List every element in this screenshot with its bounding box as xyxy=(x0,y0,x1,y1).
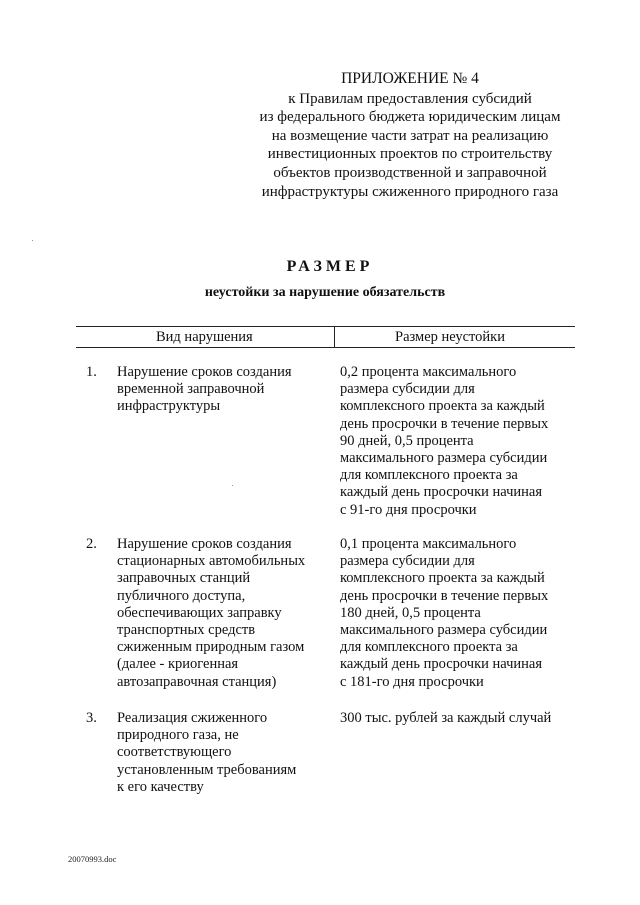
penalty-line: 0,2 процента максимального xyxy=(340,364,517,380)
penalty-line: 90 дней, 0,5 процента xyxy=(340,432,474,449)
penalty-line: размера субсидии для xyxy=(340,381,475,398)
table-header xyxy=(76,326,575,348)
row-number: 2. xyxy=(86,536,97,552)
violation-line: к его качеству xyxy=(117,778,204,795)
violation-cell xyxy=(117,710,327,796)
penalty-line: комплексного проекта за каждый xyxy=(340,570,545,587)
penalty-line: день просрочки в течение первых xyxy=(340,587,549,604)
penalty-line: день просрочки в течение первых xyxy=(340,415,549,432)
violation-line: заправочных станций xyxy=(117,570,251,587)
violation-line: обеспечивающих заправку xyxy=(117,604,282,621)
violation-cell xyxy=(117,536,327,691)
penalty-line: каждый день просрочки начиная xyxy=(340,484,543,501)
penalty-line: размера субсидии для xyxy=(340,553,475,570)
row-number: 3. xyxy=(86,710,97,726)
appendix-line: инвестиционных проектов по строительству xyxy=(267,146,553,163)
appendix-line: из федерального бюджета юридическим лицам xyxy=(259,109,561,126)
penalty-cell xyxy=(340,710,580,727)
penalty-cell xyxy=(340,364,580,519)
violation-line: автозаправочная станция) xyxy=(117,673,277,690)
violation-line: Нарушение сроков создания xyxy=(117,364,292,380)
penalty-line: максимального размера субсидии xyxy=(340,622,548,639)
violation-line: сжиженным природным газом xyxy=(117,639,305,656)
appendix-line: инфраструктуры сжиженного природного газа xyxy=(261,183,559,200)
penalty-line: для комплексного проекта за xyxy=(340,639,518,656)
document-title: РАЗМЕР xyxy=(286,258,374,275)
violation-line: установленным требованиям xyxy=(117,761,297,778)
penalty-line: с 181-го дня просрочки xyxy=(340,673,484,690)
violation-line: инфраструктуры xyxy=(117,398,221,415)
violation-line: Реализация сжиженного xyxy=(117,710,268,726)
penalty-line: для комплексного проекта за xyxy=(340,467,518,484)
penalty-line: 300 тыс. рублей за каждый случай xyxy=(340,710,552,726)
appendix-line: к Правилам предоставления субсидий xyxy=(288,90,532,107)
scan-speck xyxy=(32,240,33,241)
violation-line: природного газа, не xyxy=(117,727,239,744)
appendix-header xyxy=(250,70,570,201)
appendix-title: ПРИЛОЖЕНИЕ № 4 xyxy=(341,70,479,87)
violation-line: транспортных средств xyxy=(117,622,256,639)
violation-line: Нарушение сроков создания xyxy=(117,536,292,552)
file-name-footer: 20070993.doc xyxy=(68,854,117,864)
penalty-line: максимального размера субсидии xyxy=(340,450,548,467)
column-header-penalty: Размер неустойки xyxy=(395,329,505,345)
penalty-line: 180 дней, 0,5 процента xyxy=(340,604,481,621)
violation-line: стационарных автомобильных xyxy=(117,553,306,570)
penalty-line: комплексного проекта за каждый xyxy=(340,398,545,415)
appendix-line: объектов производственной и заправочной xyxy=(273,164,547,181)
row-number: 1. xyxy=(86,364,97,380)
penalty-cell xyxy=(340,536,580,691)
column-header-violation: Вид нарушения xyxy=(156,329,253,345)
penalty-line: с 91-го дня просрочки xyxy=(340,501,477,518)
violation-cell xyxy=(117,364,327,416)
violation-line: публичного доступа, xyxy=(117,587,246,604)
document-subtitle: неустойки за нарушение обязательств xyxy=(204,285,446,300)
violation-line: временной заправочной xyxy=(117,381,265,398)
appendix-line: на возмещение части затрат на реализацию xyxy=(271,127,549,144)
violation-line: соответствующего xyxy=(117,744,232,761)
column-divider xyxy=(334,327,335,347)
penalty-line: 0,1 процента максимального xyxy=(340,536,517,552)
violation-line: (далее - криогенная xyxy=(117,656,239,673)
scan-speck xyxy=(232,485,233,486)
penalty-line: каждый день просрочки начиная xyxy=(340,656,543,673)
